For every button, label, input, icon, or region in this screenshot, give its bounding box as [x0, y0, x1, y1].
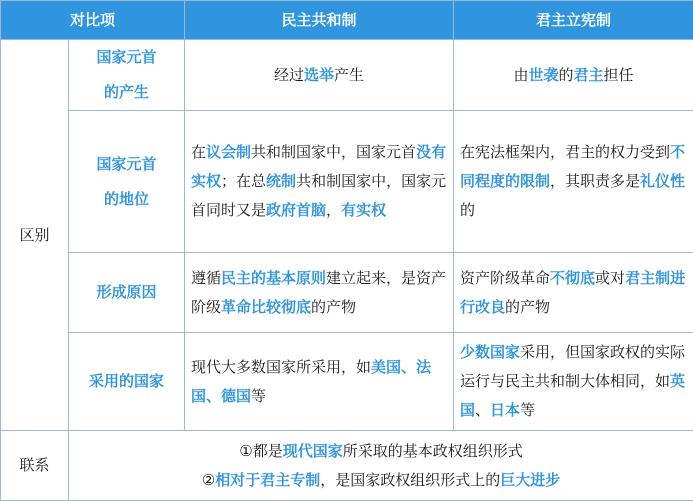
- highlight-text: 政府首脑: [266, 201, 326, 219]
- cell-monarchy: [454, 40, 693, 111]
- table-row: [1, 253, 693, 333]
- body-text: 在: [191, 143, 206, 161]
- highlight-text: 革命比较彻底: [221, 298, 311, 316]
- highlight-text: 不彻底: [550, 269, 595, 287]
- row-label: [69, 111, 185, 253]
- highlight-text: 现代国家: [283, 442, 343, 460]
- body-text: ；在总: [221, 172, 266, 190]
- body-text: 的: [559, 66, 574, 84]
- cell-monarchy: [454, 111, 693, 253]
- highlight-text: 日本: [490, 401, 520, 419]
- body-text: ②: [202, 471, 215, 489]
- highlight-text: 有实权: [341, 201, 386, 219]
- link-line: [75, 437, 687, 466]
- link-line: [75, 466, 687, 495]
- body-text: ，是国家政权组织形式上的: [320, 471, 500, 489]
- highlight-text: 巨大进步: [500, 471, 560, 489]
- body-text: 的产物: [505, 298, 550, 316]
- header-republic: 民主共和制: [185, 1, 454, 40]
- row-label-line: 国家元首: [97, 48, 157, 66]
- table-row: [1, 111, 693, 253]
- highlight-text: 没有实权: [191, 143, 446, 190]
- header-row: [1, 1, 693, 40]
- header-monarchy: 君主立宪制: [454, 1, 693, 40]
- body-text: 等: [251, 387, 266, 405]
- body-text: ①都是: [239, 442, 282, 460]
- highlight-text: 相对于君主专制: [215, 471, 320, 489]
- body-text: 建立起来，是资产阶级: [191, 269, 446, 316]
- body-text: 共和制国家中，国家元首同时又是: [191, 172, 446, 219]
- cell-republic: [185, 253, 454, 333]
- body-text: 担任: [604, 66, 634, 84]
- body-text: 所采取的基本政权组织形式: [343, 442, 523, 460]
- highlight-text: 少数国家: [460, 343, 520, 361]
- highlight-text: 英国: [460, 372, 685, 419]
- body-text: 、: [475, 401, 490, 419]
- group-label-difference: 区别: [1, 40, 69, 431]
- row-label: 采用的国家: [69, 333, 185, 431]
- body-text: ，: [326, 201, 341, 219]
- cell-republic: [185, 40, 454, 111]
- body-text: 经过: [274, 66, 304, 84]
- highlight-text: 议会制: [206, 143, 251, 161]
- cell-monarchy: [454, 253, 693, 333]
- cell-republic: [185, 111, 454, 253]
- link-label: 联系: [1, 431, 69, 501]
- body-text: 现代大多数国家所采用，如: [191, 358, 371, 376]
- body-text: 或对: [595, 269, 625, 287]
- cell-monarchy: [454, 333, 693, 431]
- header-item: 对比项: [1, 1, 185, 40]
- body-text: 共和制国家中，国家元首: [251, 143, 416, 161]
- highlight-text: 美国、法国、德国: [191, 358, 431, 405]
- highlight-text: 不同程度的限制: [460, 143, 685, 190]
- row-label: [69, 40, 185, 111]
- highlight-text: 君主制进行改良: [460, 269, 685, 316]
- highlight-text: 统制: [266, 172, 296, 190]
- body-text: 在宪法框架内，君主的权力受到: [460, 143, 670, 161]
- row-label-line: 的地位: [104, 190, 149, 208]
- link-cell: [69, 431, 693, 501]
- row-label-line: 国家元首: [97, 155, 157, 173]
- row-label: 形成原因: [69, 253, 185, 333]
- body-text: 采用，但国家政权的实际运行与民主共和制大体相同，如: [460, 343, 685, 390]
- table-row: [1, 40, 693, 111]
- highlight-text: 选举: [304, 66, 334, 84]
- body-text: 等: [520, 401, 535, 419]
- body-text: 的: [460, 201, 475, 219]
- highlight-text: 民主的基本原则: [221, 269, 326, 287]
- table-row: [1, 431, 693, 501]
- highlight-text: 世袭: [528, 66, 558, 84]
- body-text: 资产阶级革命: [460, 269, 550, 287]
- cell-republic: [185, 333, 454, 431]
- body-text: ，其职责多是: [550, 172, 640, 190]
- body-text: 由: [513, 66, 528, 84]
- highlight-text: 君主: [574, 66, 604, 84]
- highlight-text: 礼仪性: [640, 172, 685, 190]
- body-text: 遵循: [191, 269, 221, 287]
- body-text: 产生: [334, 66, 364, 84]
- body-text: 的产物: [311, 298, 356, 316]
- row-label-line: 的产生: [104, 83, 149, 101]
- table-row: [1, 333, 693, 431]
